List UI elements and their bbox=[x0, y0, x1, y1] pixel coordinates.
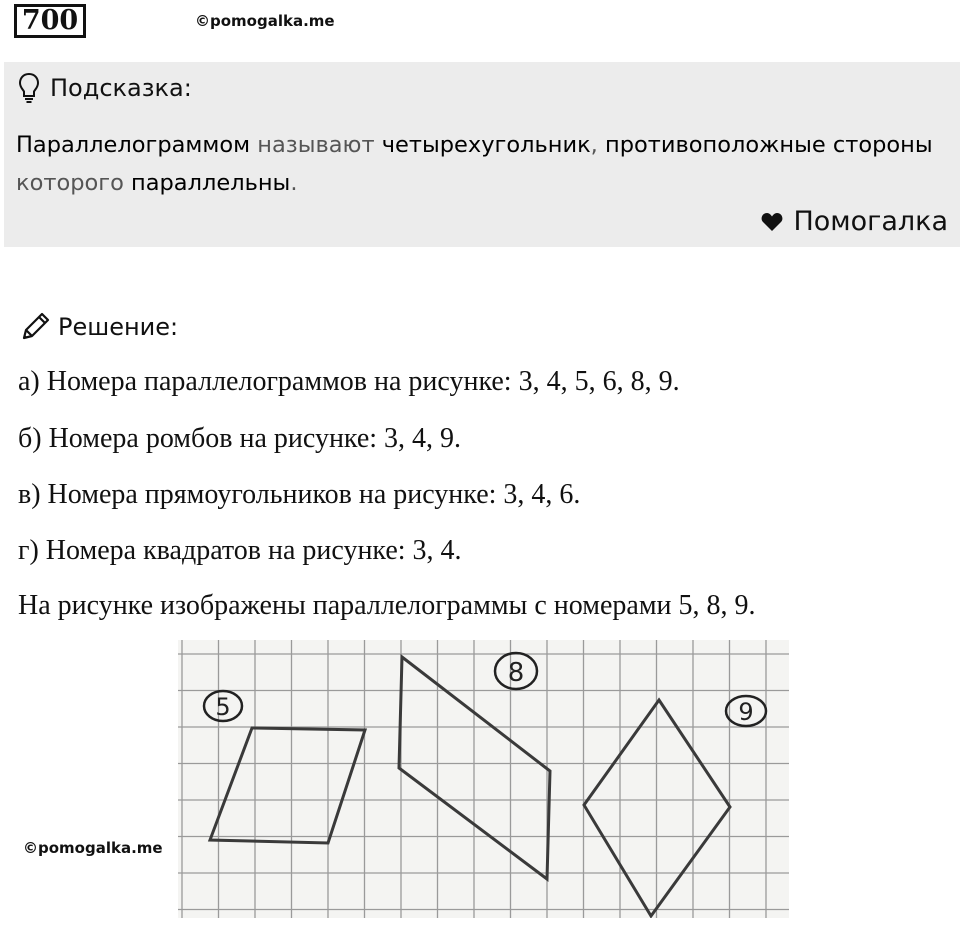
figure-label-8: 8 bbox=[507, 658, 525, 688]
solution-line-b: б) Номера ромбов на рисунке: 3, 4, 9. bbox=[18, 423, 462, 454]
hint-segment: которого bbox=[16, 170, 132, 196]
hint-segment: четырехугольник bbox=[381, 132, 591, 158]
task-number: 700 bbox=[14, 4, 86, 38]
lightbulb-icon bbox=[18, 72, 40, 104]
hint-segment: . bbox=[290, 170, 298, 196]
solution-line-c: в) Номера прямоугольников на рисунке: 3, 4, 6. bbox=[18, 479, 581, 510]
figure-photo bbox=[178, 640, 789, 918]
solution-line-conclusion: На рисунке изображены параллелограммы с номерами 5, 8, 9. bbox=[18, 590, 756, 621]
figure-label-9: 9 bbox=[738, 698, 754, 726]
hint-segment: называют bbox=[250, 132, 382, 158]
watermark-bottom: ©pomogalka.me bbox=[20, 838, 166, 858]
solution-line-d: г) Номера квадратов на рисунке: 3, 4. bbox=[18, 535, 462, 566]
brand-label: Помогалка bbox=[793, 206, 948, 237]
solution-header bbox=[18, 310, 178, 344]
grid-drawing bbox=[178, 640, 789, 918]
hint-text bbox=[16, 126, 941, 202]
hint-segment: Параллелограммом bbox=[16, 132, 251, 158]
hint-title: Подсказка: bbox=[50, 74, 192, 102]
solution-line-a: а) Номера параллелограммов на рисунке: 3, 4, 5, 6, 8, 9. bbox=[18, 366, 680, 397]
hint-segment: противоположные стороны bbox=[604, 132, 933, 158]
hint-panel bbox=[4, 62, 960, 247]
hint-segment: , bbox=[590, 132, 605, 158]
heart-icon bbox=[761, 212, 783, 232]
solution-title: Решение: bbox=[58, 313, 179, 341]
pencil-icon bbox=[18, 310, 52, 344]
watermark-top: ©pomogalka.me bbox=[195, 12, 335, 30]
figure-label-5: 5 bbox=[215, 693, 231, 721]
hint-header bbox=[18, 72, 192, 104]
brand-link[interactable] bbox=[761, 206, 948, 237]
parallelogram-5 bbox=[210, 728, 365, 843]
hint-segment: параллельны bbox=[131, 170, 291, 196]
